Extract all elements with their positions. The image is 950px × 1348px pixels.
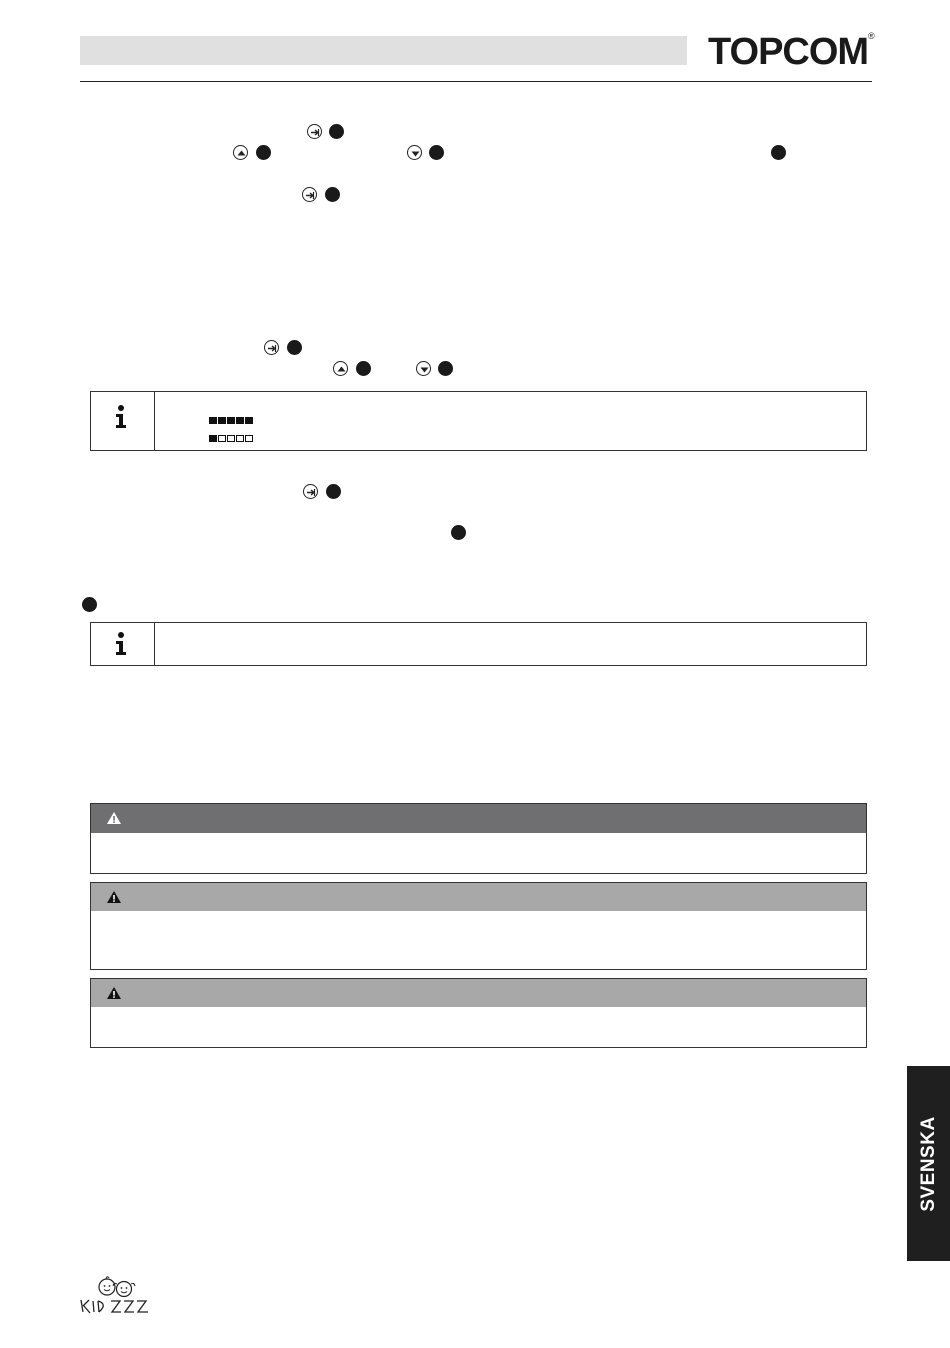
warning-triangle-icon bbox=[106, 986, 122, 1000]
brand-logo: TOPCOM bbox=[708, 31, 869, 73]
level-segment bbox=[227, 435, 235, 442]
callout-marker-icon bbox=[356, 361, 371, 376]
header-divider bbox=[80, 81, 872, 82]
warning-header bbox=[91, 804, 866, 833]
battery-level-low bbox=[209, 435, 253, 442]
callout-marker-icon bbox=[329, 124, 344, 139]
level-segment bbox=[218, 417, 226, 424]
level-segment bbox=[227, 417, 235, 424]
header-bar bbox=[80, 36, 687, 65]
warning-box bbox=[90, 882, 867, 970]
enter-arrow-icon bbox=[302, 187, 317, 202]
level-segment bbox=[236, 417, 244, 424]
registered-mark: ® bbox=[868, 31, 875, 41]
kidzzz-logo bbox=[78, 1274, 152, 1318]
callout-marker-icon bbox=[325, 187, 340, 202]
up-triangle-icon bbox=[233, 145, 248, 160]
level-segment bbox=[209, 417, 217, 424]
info-box-divider bbox=[154, 392, 155, 450]
level-segment bbox=[245, 435, 253, 442]
battery-level-full bbox=[209, 417, 253, 424]
info-icon bbox=[113, 404, 129, 430]
up-triangle-icon bbox=[333, 361, 348, 376]
enter-arrow-icon bbox=[264, 340, 279, 355]
callout-marker-icon bbox=[326, 484, 341, 499]
enter-arrow-icon bbox=[303, 484, 318, 499]
down-triangle-icon bbox=[407, 145, 422, 160]
warning-header bbox=[91, 979, 866, 1007]
info-box-divider bbox=[154, 623, 155, 665]
warning-box bbox=[90, 803, 867, 874]
level-segment bbox=[218, 435, 226, 442]
callout-marker-icon bbox=[429, 145, 444, 160]
callout-marker-icon bbox=[82, 597, 97, 612]
callout-marker-icon bbox=[256, 145, 271, 160]
warning-triangle-icon bbox=[106, 811, 122, 825]
info-box bbox=[90, 622, 867, 666]
warning-header bbox=[91, 883, 866, 911]
info-box bbox=[90, 391, 867, 451]
warning-box bbox=[90, 978, 867, 1048]
language-tab bbox=[907, 1066, 950, 1261]
level-segment bbox=[236, 435, 244, 442]
callout-marker-icon bbox=[451, 525, 466, 540]
callout-marker-icon bbox=[438, 361, 453, 376]
language-tab-label: SVENSKA bbox=[917, 1115, 939, 1212]
level-segment bbox=[245, 417, 253, 424]
info-icon bbox=[113, 631, 129, 657]
down-triangle-icon bbox=[416, 361, 431, 376]
callout-marker-icon bbox=[287, 340, 302, 355]
level-segment bbox=[209, 435, 217, 442]
warning-triangle-icon bbox=[106, 890, 122, 904]
callout-marker-icon bbox=[771, 145, 786, 160]
enter-arrow-icon bbox=[307, 124, 322, 139]
